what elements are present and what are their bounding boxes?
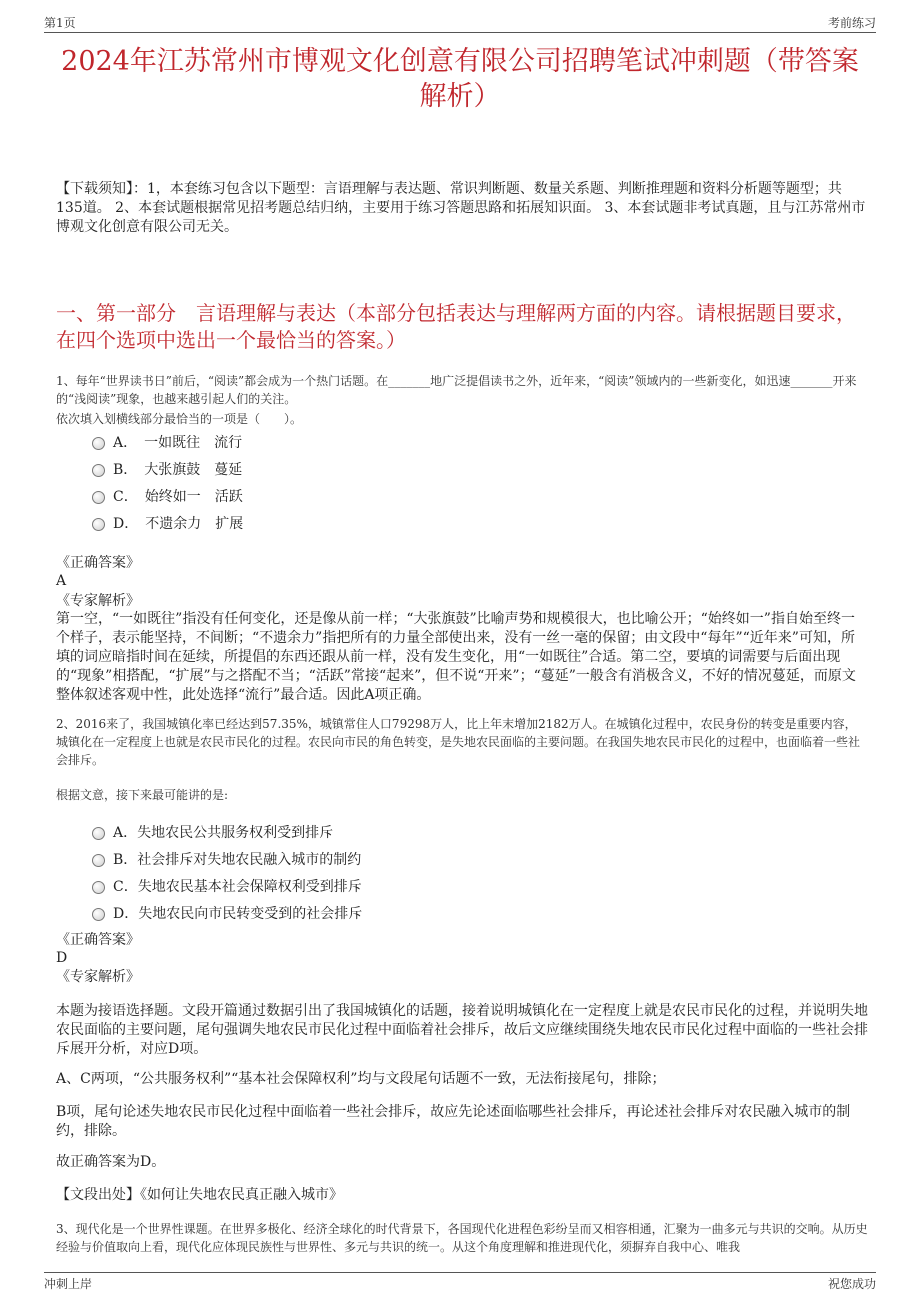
question-2-stem: 2、2016来了，我国城镇化率已经达到57.35%，城镇常住人口79298万人，比上年末增加2182万人。在城镇化过程中，农民身份的转变是重要内容，城镇化在一定程度上也就是农民市民化的过程。农民向市民的角色转变，是失地农民面临的主要问题。在我国失地农民市民化的过程中，也面临着一些社会排斥。 <box>56 717 861 767</box>
radio-icon[interactable] <box>92 464 105 477</box>
q2-answer-label: 《正确答案》 <box>56 932 140 948</box>
q1-analysis-label: 《专家解析》 <box>56 593 140 609</box>
radio-icon[interactable] <box>92 437 105 450</box>
header-tag: 考前练习 <box>827 16 876 30</box>
radio-icon[interactable] <box>92 491 105 504</box>
q2-source: 【文段出处】《如何让失地农民真正融入城市》 <box>56 1187 343 1203</box>
question-1-stem: 1、每年“世界读书日”前后，“阅读”都会成为一个热门话题。在_______地广泛提倡读书之外，近年来，“阅读”领域内的一些新变化，如迅速_______开来的“浅阅读”现象，也越来越引起人们的关注。 <box>56 374 857 406</box>
question-2-prompt: 根据文意，接下来最可能讲的是: <box>56 788 229 802</box>
q1-analysis: 第一空，“一如既往”指没有任何变化，还是像从前一样；“大张旗鼓”比喻声势和规模很大，也比喻公开；“始终如一”指自始至终一个样子，表示能坚持，不间断；“不遗余力”指把所有的力量全部使出来，没有一丝一毫的保留；由文段中“每年”“近年来”可知，所填的词应暗指时间在延续，所提倡的东西还跟从前一样，没有发生变化，用“一如既往”合适。第二空，要填的词需要与后面出现的“现象”相搭配，“扩展”与之搭配不当；“活跃”常接“起来”，但不说“开来”；“蔓延”一般含有消极含义，不好的情况蔓延，而原文整体叙述客观中性，此处选择“流行”最合适。因此A项正确。 <box>56 611 856 703</box>
question-3-stem: 3、现代化是一个世界性课题。在世界多极化、经济全球化的时代背景下，各国现代化进程色彩纷呈而又相容相通，汇聚为一曲多元与共识的交响。从历史经验与价值取向上看，现代化应体现民族性与世界性、多元与共识的统一。从这个角度理解和推进现代化，须摒弃自我中心、唯我 <box>56 1222 868 1254</box>
q2-option-c[interactable]: C．失地农民基本社会保障权利受到排斥 <box>92 876 362 896</box>
q2-option-b[interactable]: B．社会排斥对失地农民融入城市的制约 <box>92 849 361 869</box>
footer-left: 冲刺上岸 <box>44 1277 93 1291</box>
page-number: 第1页 <box>44 16 76 30</box>
radio-icon[interactable] <box>92 827 105 840</box>
q2-analysis-p4: 故正确答案为D。 <box>56 1154 166 1170</box>
page-footer <box>44 1272 876 1293</box>
q2-answer: D <box>56 950 68 966</box>
question-1-prompt: 依次填入划横线部分最恰当的一项是（ ）。 <box>56 412 303 426</box>
q1-option-a[interactable]: A． 一如既往 流行 <box>92 432 242 452</box>
q1-option-c[interactable]: C． 始终如一 活跃 <box>92 486 243 506</box>
q1-answer-label: 《正确答案》 <box>56 555 140 571</box>
q1-option-d[interactable]: D． 不遗余力 扩展 <box>92 513 243 533</box>
radio-icon[interactable] <box>92 908 105 921</box>
page-header <box>44 14 876 33</box>
radio-icon[interactable] <box>92 881 105 894</box>
q2-analysis-p1: 本题为接语选择题。文段开篇通过数据引出了我国城镇化的话题，接着说明城镇化在一定程度上就是农民市民化的过程，并说明失地农民面临的主要问题，尾句强调失地农民市民化过程中面临着社会排斥，故后文应继续围绕失地农民市民化过程中面临的一些社会排斥展开分析，对应D项。 <box>56 1003 868 1057</box>
download-notice: 【下载须知】：1，本套练习包含以下题型：言语理解与表达题、常识判断题、数量关系题、判断推理题和资料分析题等题型；共135道。 2、本套试题根据常见招考题总结归纳，主要用于练习答题思路和拓展知识面。 3、本套试题非考试真题，且与江苏常州市博观文化创意有限公司无关。 <box>56 181 866 235</box>
q1-answer: A <box>56 573 67 589</box>
q2-option-d[interactable]: D．失地农民向市民转变受到的社会排斥 <box>92 903 362 923</box>
q2-option-a[interactable]: A．失地农民公共服务权利受到排斥 <box>92 822 333 842</box>
radio-icon[interactable] <box>92 854 105 867</box>
q2-analysis-p2: A、C两项，“公共服务权利”“基本社会保障权利”均与文段尾句话题不一致，无法衔接尾句，排除； <box>56 1071 666 1087</box>
radio-icon[interactable] <box>92 518 105 531</box>
q2-analysis-p3: B项，尾句论述失地农民市民化过程中面临着一些社会排斥，故应先论述面临哪些社会排斥，再论述社会排斥对农民融入城市的制约，排除。 <box>56 1104 851 1139</box>
document-title: 2024年江苏常州市博观文化创意有限公司招聘笔试冲刺题（带答案解析） <box>61 46 859 112</box>
q1-option-b[interactable]: B． 大张旗鼓 蔓延 <box>92 459 242 479</box>
q2-analysis-label: 《专家解析》 <box>56 969 140 985</box>
section-heading: 一、第一部分 言语理解与表达（本部分包括表达与理解两方面的内容。请根据题目要求，在四个选项中选出一个最恰当的答案。） <box>56 301 856 352</box>
footer-right: 祝您成功 <box>827 1277 876 1291</box>
